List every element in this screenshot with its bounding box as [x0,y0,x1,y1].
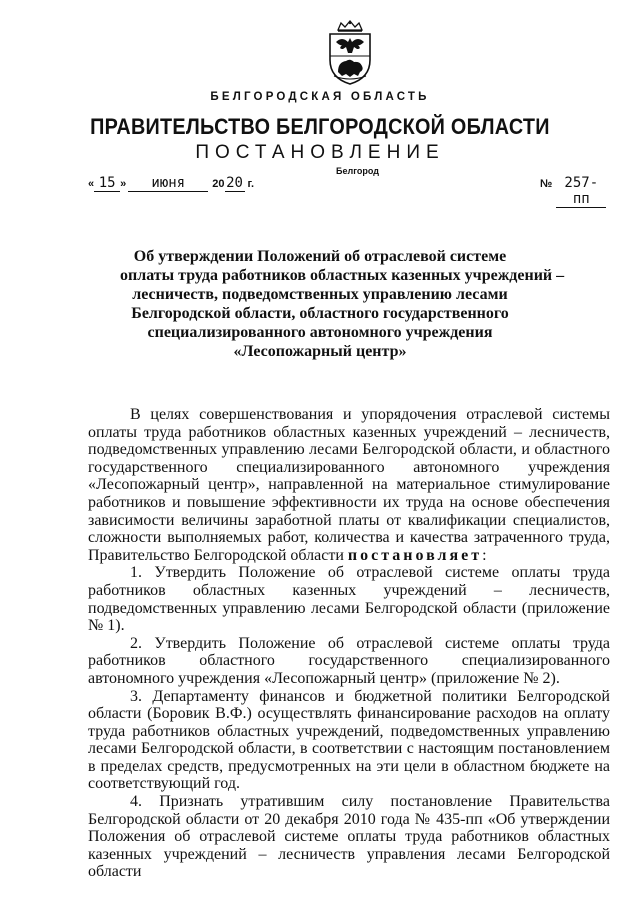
document-number [540,175,606,208]
region-name: БЕЛГОРОДСКАЯ ОБЛАСТЬ [210,91,430,103]
title-line: Об утверждении Положений об отраслевой системе [133,248,507,265]
title-line: лесничеств, подведомственных управлению лесами [132,286,508,303]
paragraph-3: 3. Департаменту финансов и бюджетной политики Белгородской области (Боровик В.Ф.) осуществлять финансирование расходов на оплату труда работников областных учреждений, подведомственных управлению лесами Белгородской области, в соответствии с настоящим постановлением в пределах средств, предусмотренных на эти цели в областном бюджете на соответствующий год. [88,687,610,793]
paragraph-1: 1. Утвердить Положение об отраслевой системе оплаты труда работников областных казенных учреждений – лесничеств, подведомственных управлению лесами Белгородской области (приложение № 1). [88,564,610,635]
title-line: «Лесопожарный центр» [233,343,407,360]
date-open-quote: « [88,178,95,190]
coat-of-arms-emblem [324,20,376,86]
title-line: оплаты труда работников областных казенных учреждений – [120,267,565,284]
document-type: ПОСТАНОВЛЕНИЕ [195,142,445,163]
date-year-unit: г. [247,178,255,190]
paragraph-2: 2. Утвердить Положение об отраслевой системе оплаты труда работников областного государственного специализированного автономного учреждения «Лесопожарный центр» (приложение № 2). [88,634,610,687]
decides-word: постановляет [347,546,483,564]
document-body [88,406,610,881]
document-title [120,247,565,361]
number-value: 257-пп [556,175,606,208]
date-close-quote: » [120,178,127,190]
title-line: Белгородской области, областного государственного [131,305,509,322]
intro-text: В целях совершенствования и упорядочения отраслевой системы оплаты труда работников областных казенных учреждений – лесничеств, подведомственных управлению лесами Белгородской области, и областного государственного специализированного автономного учреждения «Лесопожарный центр», направленной на материальное стимулирование работников и повышение эффективности их труда на основе обеспечения зависимости величины заработной платы от квалификации специалистов, сложности выполняемых работ, количества и качества затраченного труда, Правительство Белгородской области [88,406,610,564]
date-month: июня [128,175,208,192]
date-year-suffix: 20 [226,175,243,191]
document-date [88,175,254,192]
paragraph-4: 4. Признать утратившим силу постановление Правительства Белгородской области от 20 декабря 2010 года № 435-пп «Об утверждении Положения об отраслевой системе оплаты труда работников областных казенных учреждений – лесничеств управления лесами Белгородской области [88,793,610,881]
title-line: специализированного автономного учреждения [147,324,493,341]
decides-colon: : [482,546,487,564]
date-day: 15 [94,175,120,192]
date-year-prefix: 20 [212,178,225,190]
city-name: Белгород [336,166,379,176]
government-name: ПРАВИТЕЛЬСТВО БЕЛГОРОДСКОЙ ОБЛАСТИ [90,114,550,139]
number-label: № [540,178,553,190]
intro-paragraph [88,406,610,564]
